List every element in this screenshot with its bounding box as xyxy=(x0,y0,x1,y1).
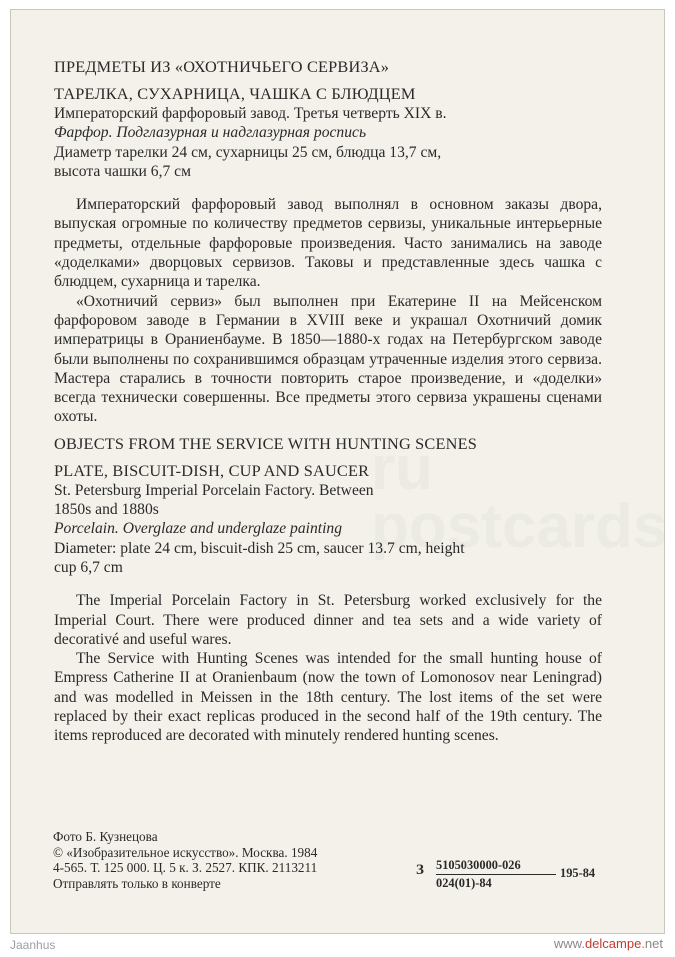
ru-material: Фарфор. Подглазурная и надглазурная роспись xyxy=(54,124,367,142)
site-watermark: www.delcampe.net xyxy=(553,936,663,951)
index-right: 195-84 xyxy=(560,866,596,880)
en-paragraph-2: The Service with Hunting Scenes was intended for the small hunting house of Empress Catherine II at Oranienbaum (now the town of Lomonosov near Leningrad) and was modelled in Meissen in the 18th century. The lost items of the set were replaced by their exact replicas produced in the second half of the 19th century. The items reproduced are decorated with minutely rendered hunting scenes. xyxy=(54,650,602,745)
en-object-title: PLATE, BISCUIT-DISH, CUP AND SAUCER xyxy=(54,460,370,480)
index-letter: З xyxy=(416,862,424,878)
postcard-watermark: ru postcards xyxy=(371,434,668,561)
mailing-note: Отправлять только в конверте xyxy=(53,875,221,891)
publisher-line: © «Изобразительное искусство». Москва. 1984 xyxy=(53,844,318,860)
en-material: Porcelain. Overglaze and underglaze painting xyxy=(54,520,343,538)
en-dimensions xyxy=(54,539,602,578)
ru-series-title: ПРЕДМЕТЫ ИЗ «ОХОТНИЧЬЕГО СЕРВИЗА» xyxy=(54,57,390,76)
card-text xyxy=(54,57,602,746)
en-series-title: OBJECTS FROM THE SERVICE WITH HUNTING SCENES xyxy=(54,433,477,453)
index-fraction xyxy=(436,858,556,891)
index-denominator: 024(01)-84 xyxy=(436,876,492,890)
ru-paragraph-1: Императорский фарфоровый завод выполнял в основном заказы двора, выпуская огромные по количеству предметов сервизы, уникальные интерьерные предметы, отдельные фарфоровые произведения. Часто занимались на заводе «доделками» дворцовых сервизов. Таковы и представленные здесь чашка с блюдцем, сухарница и тарелка. xyxy=(54,196,602,291)
en-maker xyxy=(54,481,602,520)
photo-credit: Фото Б. Кузнецова xyxy=(53,829,158,844)
imprint xyxy=(53,829,317,891)
ru-dimensions-line1: Диаметр тарелки 24 см, сухарницы 25 см, блюдца 13,7 см, xyxy=(54,143,442,161)
ru-paragraph-2: «Охотничий сервиз» был выполнен при Екатерине II на Мейсенском фарфоровом заводе в Германии в XVIII веке и украшал Охотничий домик императрицы в Ораниенбауме. В 1850—1880-х годах на Петербургском заводе были выполнены по сохранившимся образцам утраченные изделия этого сервиза. Мастера старались в точности повторить старое произведение, и «доделки» всегда технически совершенны. Все предметы этого сервиза украшены сценами охоты. xyxy=(54,292,602,426)
en-dimensions-line1: Diameter: plate 24 cm, biscuit-dish 25 cm, saucer 13.7 cm, height xyxy=(54,539,465,557)
en-paragraph-1: The Imperial Porcelain Factory in St. Petersburg worked exclusively for the Imperial Court. There were produced dinner and tea sets and a wide variety of decorativé and useful wares. xyxy=(54,592,602,648)
ru-dimensions xyxy=(54,143,602,182)
ru-maker: Императорский фарфоровый завод. Третья четверть XIX в. xyxy=(54,105,447,122)
en-dimensions-line2: cup 6,7 cm xyxy=(54,558,123,576)
en-maker-line1: St. Petersburg Imperial Porcelain Factory. Between xyxy=(54,481,374,499)
en-maker-line2: 1850s and 1880s xyxy=(54,501,159,519)
print-codes: 4-565. Т. 125 000. Ц. 5 к. З. 2527. КПК. 2113211 xyxy=(53,860,318,876)
index-numerator: 5105030000-026 xyxy=(436,858,556,875)
ru-object-title: ТАРЕЛКА, СУХАРНИЦА, ЧАШКА С БЛЮДЦЕМ xyxy=(54,84,416,103)
seller-watermark: Jaanhus xyxy=(10,938,56,952)
ru-dimensions-line2: высота чашки 6,7 см xyxy=(54,162,191,180)
